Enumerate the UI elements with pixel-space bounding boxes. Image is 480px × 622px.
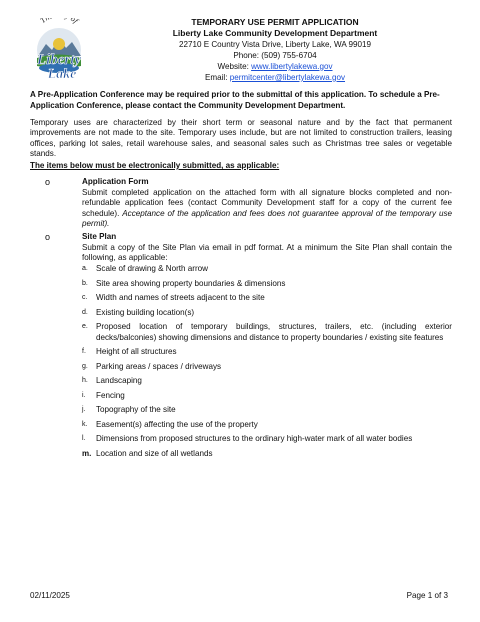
item-title: Site Plan xyxy=(82,232,117,241)
list-item: g. Parking areas / spaces / driveways xyxy=(82,361,222,371)
list-item-application-form xyxy=(30,177,452,230)
department-phone: Phone: (509) 755-6704 xyxy=(233,50,317,60)
bullet-icon: o xyxy=(45,177,51,187)
preapp-notice: A Pre-Application Conference may be required prior to the submittal of this application. To schedule a Pre-Application Conference, please contact the Community Development Department. xyxy=(30,90,440,110)
document-header xyxy=(130,17,420,84)
list-item: h. Landscaping xyxy=(82,376,142,386)
logo-name-line2: Lake xyxy=(47,67,77,82)
item-text: Submit a copy of the Site Plan via email in pdf format. At a minimum the Site Plan shall contain the following, as applicable: xyxy=(82,242,452,263)
list-item: l. Dimensions from proposed structures to the ordinary high-water mark of all water bodies xyxy=(82,434,413,444)
logo-name-line1: Liberty xyxy=(36,52,82,68)
website-link[interactable]: www.libertylakewa.gov xyxy=(251,61,333,71)
email-line xyxy=(130,73,420,84)
list-item-site-plan xyxy=(30,232,452,264)
list-item: d. Existing building location(s) xyxy=(82,307,195,317)
list-item: e. Proposed location of temporary buildings, structures, trailers, etc. (including exterior decks/balconies) showing dimensions and distance to property boundaries / existing site features xyxy=(82,322,452,342)
city-logo xyxy=(26,18,92,82)
list-item: k. Easement(s) affecting the use of the property xyxy=(82,419,258,429)
list-item: i. Fencing xyxy=(82,390,125,400)
list-item: a. Scale of drawing & North arrow xyxy=(82,264,209,273)
list-item: b. Site area showing property boundaries & dimensions xyxy=(82,278,286,288)
intro-paragraph: Temporary uses are characterized by their short term or seasonal nature and by the fact that permanent improvements are not made to the site. Temporary uses include, but are not limited to construction trailers, leasing offices, parking lot sales, retail warehouse sales, and seasonal sales such as Christmas tree sales or vegetable stands. xyxy=(30,118,452,159)
list-item: m. Location and size of all wetlands xyxy=(82,448,213,458)
department-name: Liberty Lake Community Development Department xyxy=(172,28,378,39)
site-plan-requirements xyxy=(82,264,452,463)
website-label: Website: xyxy=(217,61,252,71)
email-label: Email: xyxy=(204,72,230,82)
department-address: 22710 E Country Vista Drive, Liberty Lake, WA 99019 xyxy=(178,39,372,49)
bullet-icon: o xyxy=(45,232,51,242)
footer-date: 02/11/2025 xyxy=(30,591,70,600)
item-title: Application Form xyxy=(82,177,149,186)
website-line xyxy=(130,62,420,73)
list-item: f. Height of all structures xyxy=(82,347,177,357)
svg-text:The City of: T of xyxy=(38,18,80,26)
item-note: Acceptance of the application and fees does not guarantee approval of the temporary use permit). xyxy=(82,208,452,229)
email-link[interactable]: permitcenter@libertylakewa.gov xyxy=(229,72,346,82)
liberty-lake-logo-icon xyxy=(26,18,92,82)
document-title: TEMPORARY USE PERMIT APPLICATION xyxy=(191,17,359,27)
list-item: j. Topography of the site xyxy=(82,405,176,415)
footer-page-number: Page 1 of 3 xyxy=(406,591,448,600)
items-heading: The items below must be electronically submitted, as applicable: xyxy=(30,161,280,170)
list-item: c. Width and names of streets adjacent to the site xyxy=(82,293,265,303)
item-text: Submit completed application on the attached form with all signature blocks completed and non-refundable application fees (contact Community Development staff for a copy of the current fee schedule). xyxy=(82,187,452,218)
